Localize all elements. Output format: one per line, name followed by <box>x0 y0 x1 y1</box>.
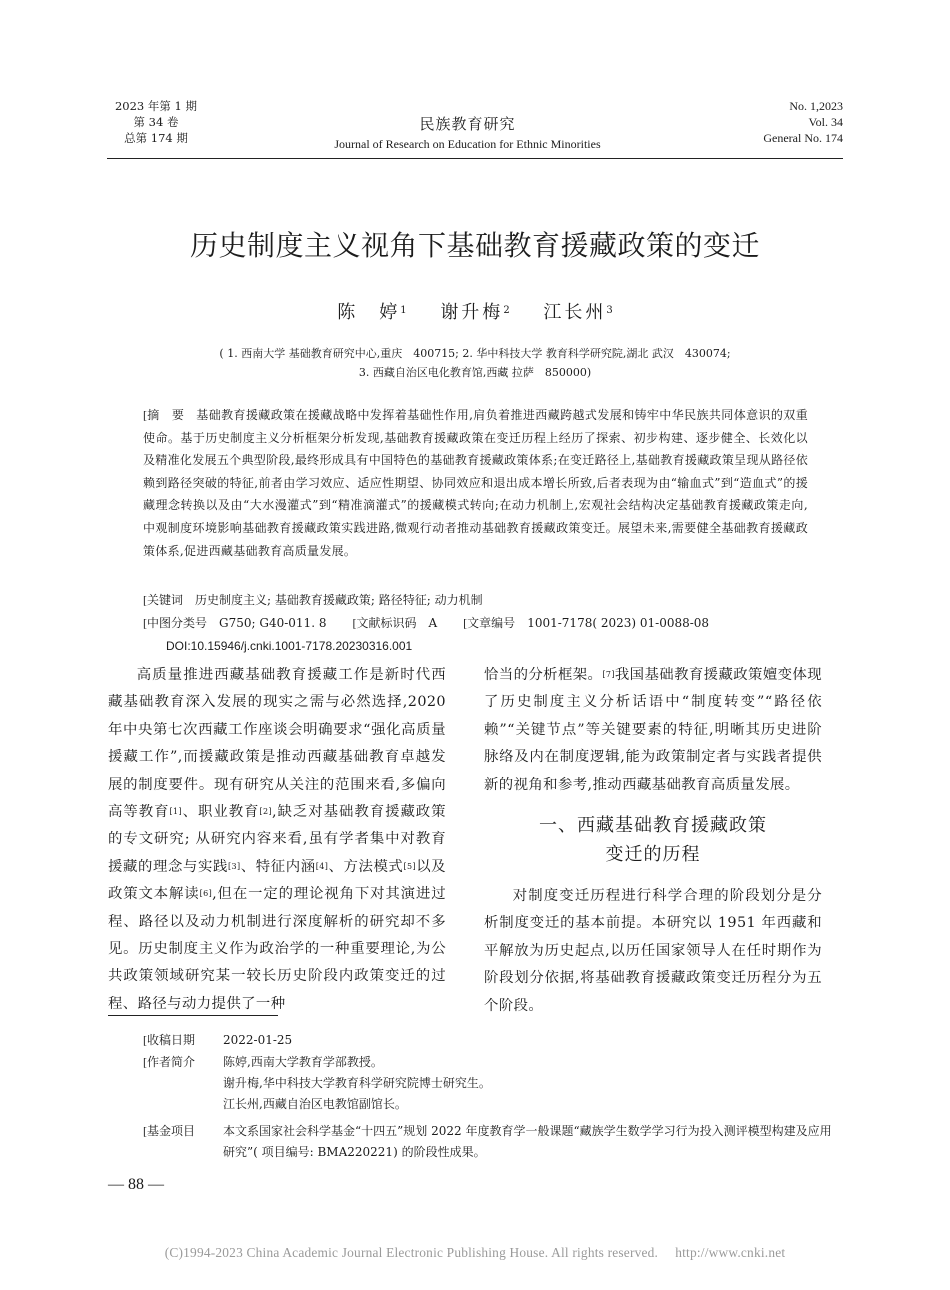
abstract-label: [ 摘 要 <box>143 404 184 427</box>
citation[interactable]: [6] <box>199 889 213 899</box>
issue-year: 2023 年第 1 期 <box>114 99 198 113</box>
general-number-en: General No. 174 <box>763 131 843 145</box>
article-number-value: 1001-7178( 2023) 01-0088-08 <box>527 616 710 630</box>
author-list <box>0 300 950 326</box>
issue-volume: 第 34 卷 <box>133 115 179 129</box>
received-date-value: 2022-01-25 <box>223 1033 293 1047</box>
author-bio-line: 陈婷,西南大学教育学部教授。 <box>223 1055 383 1069</box>
funding-label: [ 基金项目 <box>143 1121 223 1142</box>
received-date <box>143 1030 853 1051</box>
keywords-text: 历史制度主义; 基础教育援藏政策; 路径特征; 动力机制 <box>195 593 483 607</box>
keywords-label: [ 关键词 <box>143 593 183 607</box>
issue-number-en: No. 1,2023 <box>789 99 843 113</box>
doc-code-value: A <box>428 616 438 630</box>
body-left-column <box>108 662 446 1018</box>
citation[interactable]: [4] <box>315 861 329 871</box>
author-bio-label: [ 作者简介 <box>143 1052 223 1073</box>
author-bio-line: 谢升梅,华中科技大学教育科学研究院博士研究生。 <box>223 1076 491 1090</box>
journal-name-en: Journal of Research on Education for Ethnic Minorities <box>334 137 601 151</box>
issue-info-en <box>693 98 843 146</box>
issue-total: 总第 174 期 <box>124 131 188 145</box>
classification <box>143 613 808 633</box>
affiliation-line: 3. 西藏自治区电化教育馆,西藏 拉萨 850000) <box>358 366 592 379</box>
citation[interactable]: [3] <box>227 861 241 871</box>
author-bio-line: 江长州,西藏自治区电教馆副馆长。 <box>223 1097 407 1111</box>
clc-value: G750; G40-011. 8 <box>219 616 327 630</box>
citation[interactable]: [5] <box>403 861 416 871</box>
body-right-column <box>484 662 822 1020</box>
section-heading: 一、西藏基础教育援藏政策 变迁的历程 <box>539 815 767 866</box>
keywords <box>143 590 808 610</box>
received-date-label: [ 收稿日期 <box>143 1030 223 1051</box>
author-3: 江长州$^3$ <box>543 302 613 323</box>
copyright-notice: (C)1994-2023 China Academic Journal Electronic Publishing House. All rights reserved. http://www.cnki.net <box>164 1245 786 1260</box>
citation[interactable]: [1] <box>169 807 183 817</box>
article-title: 历史制度主义视角下基础教育援藏政策的变迁 <box>189 229 760 262</box>
footnote-rule <box>108 1015 278 1016</box>
author-1: 陈 婷$^1$ <box>337 302 407 323</box>
paragraph: 高质量推进西藏基础教育援藏工作是新时代西藏基础教育深入发展的现实之需与必然选择,2020 年中央第七次西藏工作座谈会明确要求“强化高质量援藏工作”,而援藏政策是推动西藏基础教育卓越发展的制度要件。现有研究从关注的范围来看,多偏向高等教育[1]、职业教育[2],缺乏对基础教育援藏政策的专文研究; 从研究内容来看,虽有学者集中对教育援藏的理念与实践[3]、特征内涵[4]、方法模式[5]以及政策文本解读[6],但在一定的理论视角下对其演进过程、路径以及动力机制进行深度解析的研究却不多见。历史制度主义作为政治学的一种重要理论,为公共政策领域研究某一较长历史阶段内政策变迁的过程、路径与动力提供了一种 <box>108 667 446 1012</box>
abstract <box>143 404 808 562</box>
doc-code-label: [ 文献标识码 <box>352 616 416 630</box>
paragraph: 恰当的分析框架。[7]我国基础教育援藏政策嬗变体现了历史制度主义分析话语中“制度转变”“路径依赖”“关键节点”等关键要素的特征,明晰其历史进阶脉络及内在制度逻辑,能为政策制定者与实践者提供新的视角和参考,推动西藏基础教育高质量发展。 <box>484 667 822 793</box>
author-bio <box>143 1052 853 1115</box>
journal-name-cn: 民族教育研究 <box>419 115 516 133</box>
clc-label: [ 中图分类号 <box>143 616 207 630</box>
journal-name <box>300 114 635 152</box>
header-rule <box>107 158 843 159</box>
funding-text: 本文系国家社会科学基金“十四五”规划 2022 年度教育学一般课题“藏族学生数学学习行为投入测评模型构建及应用研究”( 项目编号: BMA220221) 的阶段性成果。 <box>223 1124 832 1159</box>
issue-info <box>108 98 204 146</box>
abstract-text: 基础教育援藏政策在援藏战略中发挥着基础性作用,肩负着推进西藏跨越式发展和铸牢中华民族共同体意识的双重使命。基于历史制度主义分析框架分析发现,基础教育援藏政策在变迁历程上经历了探索、初步构建、逐步健全、长效化以及精准化发展五个典型阶段,最终形成具有中国特色的基础教育援藏政策体系;在变迁路径上,基础教育援藏政策呈现从路径依赖到路径突破的特征,前者由学习效应、适应性期望、协同效应和退出成本增长所致,后者表现为由“输血式”到“造血式”的援藏理念转换以及由“大水漫灌式”到“精准滴灌式”的援藏模式转向;在动力机制上,宏观社会结构决定基础教育援藏政策走向,中观制度环境影响基础教育援藏政策实践进路,微观行动者推动基础教育援藏政策变迁。展望未来,需要健全基础教育援藏政策体系,促进西藏基础教育高质量发展。 <box>143 408 808 558</box>
funding <box>143 1121 853 1163</box>
volume-en: Vol. 34 <box>808 115 843 129</box>
affiliation-line: ( 1. 西南大学 基础教育研究中心,重庆 400715; 2. 华中科技大学 教育科学研究院,湖北 武汉 430074; <box>219 347 731 360</box>
article-number-label: [ 文章编号 <box>463 616 515 630</box>
citation[interactable]: [2] <box>259 807 272 817</box>
author-2: 谢升梅$^2$ <box>440 302 510 323</box>
affiliations <box>0 344 950 382</box>
doi[interactable]: DOI:10.15946/j.cnki.1001-7178.20230316.001 <box>166 639 413 653</box>
page-number: — 88 — <box>108 1176 164 1193</box>
paragraph: 对制度变迁历程进行科学合理的阶段划分是分析制度变迁的基本前提。本研究以 1951 年西藏和平解放为历史起点,以历任国家领导人在任时期作为阶段划分依据,将基础教育援藏政策变迁历程分为五个阶段。 <box>484 888 822 1014</box>
citation[interactable]: [7] <box>602 670 615 679</box>
